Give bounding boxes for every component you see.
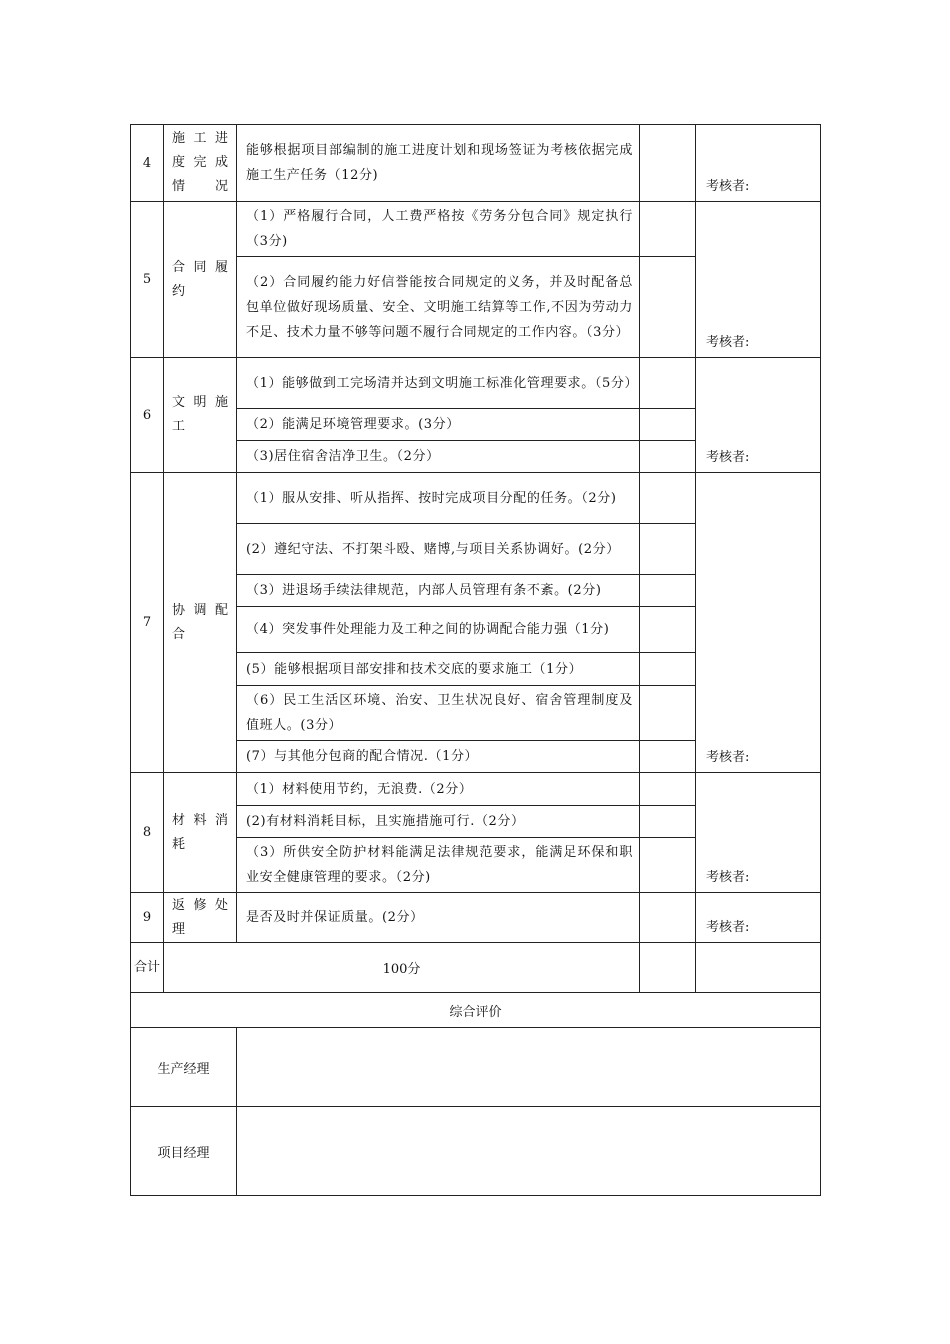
reviewer-cell[interactable]: 考核者: — [696, 893, 821, 943]
reviewer-cell[interactable]: 考核者: — [696, 473, 821, 773]
item-name: 返修处理 — [164, 893, 237, 943]
row-number: 6 — [131, 358, 164, 473]
table-row — [131, 125, 821, 202]
reviewer-cell[interactable]: 考核者: — [696, 202, 821, 358]
row-number: 7 — [131, 473, 164, 773]
reviewer-cell[interactable]: 考核者: — [696, 125, 821, 202]
criterion-text: 是否及时并保证质量。(2分） — [237, 893, 640, 943]
total-row — [131, 943, 821, 993]
item-name: 合同履约 — [164, 202, 237, 358]
row-number: 9 — [131, 893, 164, 943]
criterion-text: (5）能够根据项目部安排和技术交底的要求施工（1分） — [237, 653, 640, 686]
criterion-text: （3）所供安全防护材料能满足法律规范要求，能满足环保和职业安全健康管理的要求。（2分) — [237, 838, 640, 893]
criterion-text: （2）能满足环境管理要求。(3分） — [237, 409, 640, 441]
signoff-row — [131, 1028, 821, 1107]
score-cell[interactable] — [640, 943, 696, 993]
criterion-text: （1）服从安排、听从指挥、按时完成项目分配的任务。（2分) — [237, 473, 640, 524]
project-manager-label: 项目经理 — [131, 1107, 237, 1196]
criterion-text: （1）能够做到工完场清并达到文明施工标准化管理要求。（5分） — [237, 358, 640, 409]
reviewer-cell[interactable] — [696, 943, 821, 993]
criterion-text: (2）遵纪守法、不打架斗殴、赌博,与项目关系协调好。(2分） — [237, 524, 640, 575]
production-manager-label: 生产经理 — [131, 1028, 237, 1107]
score-cell[interactable] — [640, 473, 696, 524]
criterion-text: (2)有材料消耗目标，且实施措施可行.（2分） — [237, 806, 640, 838]
score-cell[interactable] — [640, 202, 696, 257]
criterion-text: （4）突发事件处理能力及工种之间的协调配合能力强（1分) — [237, 607, 640, 653]
summary-heading: 综合评价 — [131, 993, 821, 1028]
criterion-text: （1）材料使用节约，无浪费.（2分） — [237, 773, 640, 806]
reviewer-cell[interactable]: 考核者: — [696, 358, 821, 473]
score-cell[interactable] — [640, 524, 696, 575]
score-cell[interactable] — [640, 607, 696, 653]
score-cell[interactable] — [640, 125, 696, 202]
score-cell[interactable] — [640, 686, 696, 741]
score-cell[interactable] — [640, 806, 696, 838]
score-cell[interactable] — [640, 741, 696, 773]
criterion-text: （1）严格履行合同，人工费严格按《劳务分包合同》规定执行（3分) — [237, 202, 640, 257]
criterion-text: 能够根据项目部编制的施工进度计划和现场签证为考核依据完成施工生产任务（12分) — [237, 125, 640, 202]
table-row — [131, 358, 821, 409]
score-cell[interactable] — [640, 358, 696, 409]
item-name: 协调配合 — [164, 473, 237, 773]
score-cell[interactable] — [640, 441, 696, 473]
score-cell[interactable] — [640, 257, 696, 358]
total-label: 合计 — [131, 943, 164, 993]
score-cell[interactable] — [640, 575, 696, 607]
row-number: 8 — [131, 773, 164, 893]
table-row — [131, 473, 821, 524]
production-manager-comment[interactable] — [237, 1028, 821, 1107]
table-row — [131, 202, 821, 257]
score-cell[interactable] — [640, 653, 696, 686]
signoff-row — [131, 1107, 821, 1196]
reviewer-cell[interactable]: 考核者: — [696, 773, 821, 893]
score-cell[interactable] — [640, 773, 696, 806]
criterion-text: （3）进退场手续法律规范，内部人员管理有条不紊。(2分) — [237, 575, 640, 607]
total-value: 100分 — [164, 943, 640, 993]
item-name: 文明施工 — [164, 358, 237, 473]
row-number: 4 — [131, 125, 164, 202]
criterion-text: (7）与其他分包商的配合情况.（1分） — [237, 741, 640, 773]
item-name: 材料消耗 — [164, 773, 237, 893]
criterion-text: （3)居住宿舍洁净卫生。（2分） — [237, 441, 640, 473]
table-row — [131, 773, 821, 806]
row-number: 5 — [131, 202, 164, 358]
criterion-text: （2）合同履约能力好信誉能按合同规定的义务，并及时配备总包单位做好现场质量、安全、文明施工结算等工作,不因为劳动力不足、技术力量不够等问题不履行合同规定的工作内容。（3分） — [237, 257, 640, 358]
score-cell[interactable] — [640, 409, 696, 441]
summary-row — [131, 993, 821, 1028]
evaluation-table — [130, 124, 821, 1196]
score-cell[interactable] — [640, 838, 696, 893]
score-cell[interactable] — [640, 893, 696, 943]
project-manager-comment[interactable] — [237, 1107, 821, 1196]
item-name: 施工进度完成情况 — [164, 125, 237, 202]
table-row — [131, 893, 821, 943]
criterion-text: （6）民工生活区环境、治安、卫生状况良好、宿舍管理制度及值班人。(3分） — [237, 686, 640, 741]
